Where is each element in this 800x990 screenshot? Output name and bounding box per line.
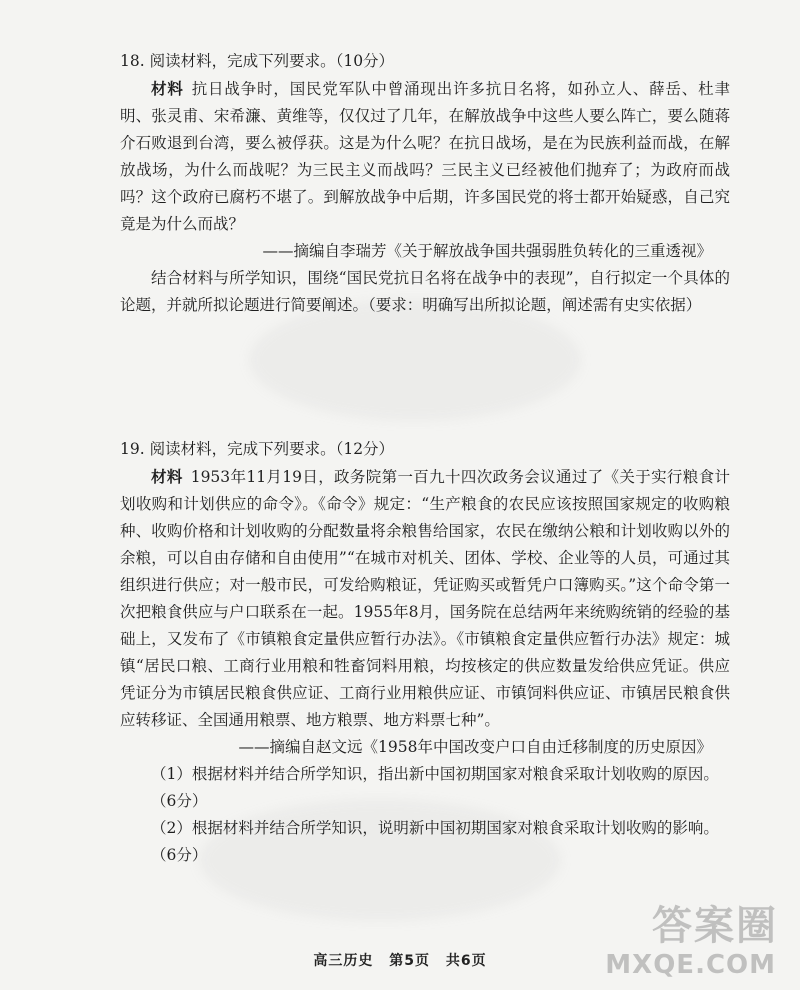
site-watermark — [600, 894, 780, 980]
question-19-material — [120, 463, 730, 734]
footer-page-number: 第5页 — [389, 953, 430, 969]
question-18-source: ——摘编自李瑞芳《关于解放战争国共强弱胜负转化的三重透视》 — [262, 242, 712, 260]
question-18-heading: 18. 阅读材料，完成下列要求。（10分） — [120, 52, 395, 70]
question-18-material — [120, 75, 730, 238]
question-19-sub-2: （2）根据材料并结合所学知识，说明新中国初期国家对粮食采取计划收购的影响。（6分） — [151, 819, 719, 864]
question-19-sub-1: （1）根据材料并结合所学知识，指出新中国初期国家对粮食采取计划收购的原因。（6分） — [151, 765, 719, 810]
watermark-logo-text: 答案圈 — [652, 903, 778, 949]
material-text: 1953年11月19日，政务院第一百九十四次政务会议通过了《关于实行粮食计划收购和计划供应的命令》。《命令》规定：“生产粮食的农民应该按照国家规定的收购粮种、收购价格和计划收购的分配数量将余粮售给国家，农民在缴纳公粮和计划收购以外的余粮，可以自由存储和自由使用”“在城市对机关、团体、学校、企业等的人员，可通过其组织进行供应；对一般市民，可发给购粮证，凭证购买或暂凭户口簿购买。”这个命令第一次把粮食供应与户口联系在一起。1955年8月，国务院在总结两年来统购统销的经验的基础上，又发布了《市镇粮食定量供应暂行办法》。《市镇粮食定量供应暂行办法》规定：城镇“居民口粮、工商行业用粮和牲畜饲料用粮，均按核定的供应数量发给供应凭证。供应凭证分为市镇居民粮食供应证、工商行业用粮供应证、市镇饲料供应证、市镇居民粮食供应转移证、全国通用粮票、地方粮票、地方料票七种”。 — [120, 468, 730, 729]
question-18-task: 结合材料与所学知识，围绕“国民党抗日名将在战争中的表现”，自行拟定一个具体的论题，并就所拟论题进行简要阐述。（要求：明确写出所拟论题，阐述需有史实依据） — [120, 269, 730, 314]
material-label: 材料 — [151, 467, 183, 486]
footer-total-pages: 共6页 — [445, 953, 487, 969]
question-19-source: ——摘编自赵文远《1958年中国改变户口自由迁移制度的历史原因》 — [238, 738, 712, 756]
material-label: 材料 — [151, 79, 184, 98]
question-19-heading: 19. 阅读材料，完成下列要求。（12分） — [120, 440, 395, 458]
footer-subject: 高三历史 — [313, 953, 374, 969]
material-text: 抗日战争时，国民党军队中曾涌现出许多抗日名将，如孙立人、薛岳、杜聿明、张灵甫、宋希濂、黄维等，仅仅过了几年，在解放战争中这些人要么阵亡，要么随蒋介石败退到台湾，要么被俘获。这是为什么呢？在抗日战场，是在为民族利益而战，在解放战场，为什么而战呢？为三民主义而战吗？三民主义已经被他们抛弃了；为政府而战吗？这个政府已腐朽不堪了。到解放战争中后期，许多国民党的将士都开始疑惑，自己究竟是为什么而战？ — [120, 80, 730, 233]
question-18 — [120, 48, 730, 319]
watermark-domain: MXQE.COM — [605, 950, 776, 980]
question-19 — [120, 436, 730, 869]
